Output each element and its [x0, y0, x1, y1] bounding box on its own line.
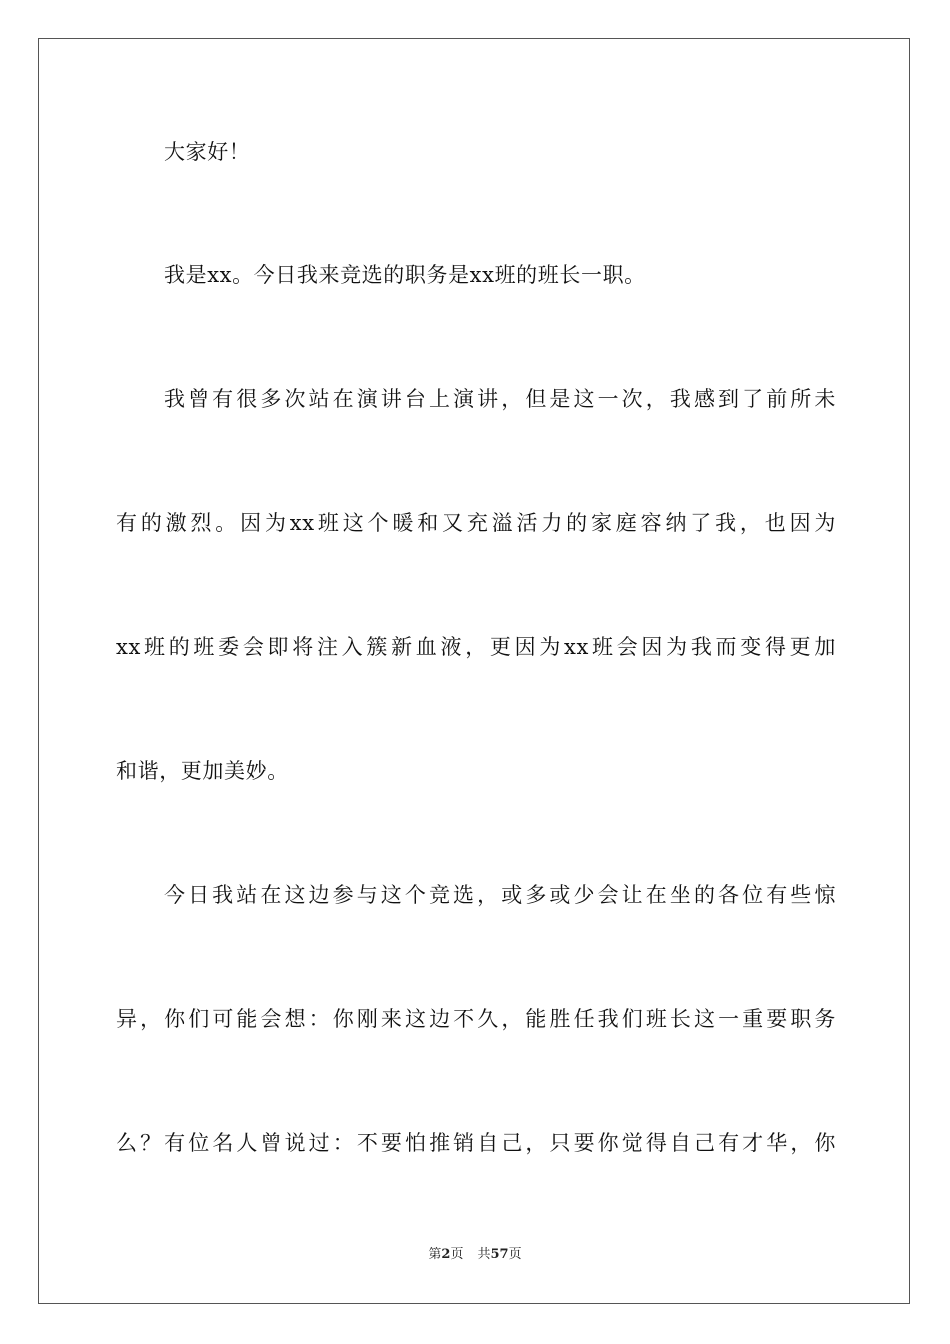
paragraph-line-3: 我曾有很多次站在演讲台上演讲，但是这一次，我感到了前所未: [164, 387, 836, 411]
paragraph-line-6: 和谐，更加美妙。: [116, 759, 289, 783]
footer-total-suffix: 页: [508, 1247, 522, 1262]
paragraph-line-5: xx班的班委会即将注入簇新血液，更因为xx班会因为我而变得更加: [116, 635, 836, 659]
paragraph-line-2: 我是xx。今日我来竞选的职务是xx班的班长一职。: [164, 263, 646, 287]
footer-page-prefix: 第: [428, 1247, 442, 1262]
paragraph-line-8: 异，你们可能会想：你刚来这边不久，能胜任我们班长这一重要职务: [116, 1007, 836, 1031]
footer-page-number: 2: [441, 1247, 451, 1262]
paragraph-line-9: 么？有位名人曾说过：不要怕推销自己，只要你觉得自己有才华，你: [116, 1131, 836, 1155]
footer-total-prefix: 共: [477, 1247, 491, 1262]
page-footer: [0, 1246, 950, 1264]
paragraph-line-7: 今日我站在这边参与这个竞选，或多或少会让在坐的各位有些惊: [164, 883, 836, 907]
paragraph-line-4: 有的激烈。因为xx班这个暖和又充溢活力的家庭容纳了我，也因为: [116, 511, 836, 535]
footer-page-suffix: 页: [450, 1247, 464, 1262]
page-frame: [38, 38, 910, 1304]
footer-total-pages: 57: [490, 1247, 509, 1262]
paragraph-line-1: 大家好！: [164, 140, 251, 164]
